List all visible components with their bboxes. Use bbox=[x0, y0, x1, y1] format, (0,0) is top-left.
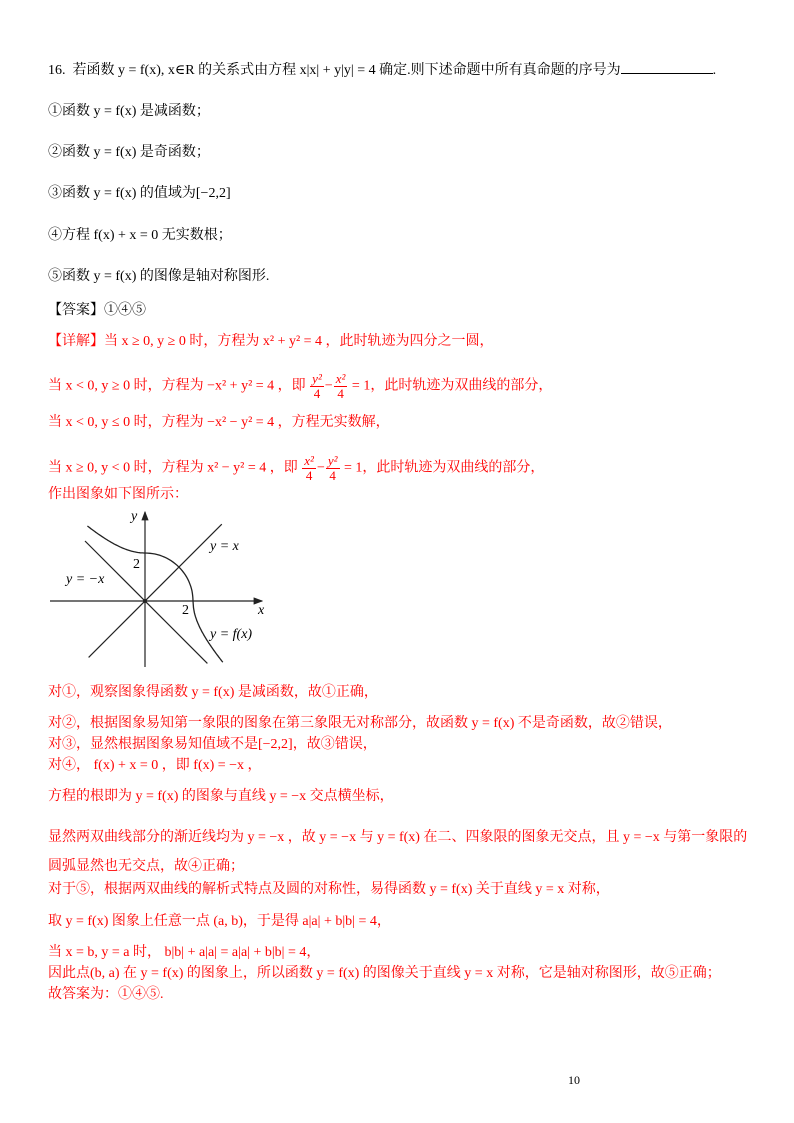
solution-line-12: 圆弧显然也无交点，故④正确； bbox=[48, 859, 244, 874]
solution-text: 当 x ≥ 0, y ≥ 0 时，方程为 x² + y² = 4 ，此时轨迹为四分之一圆， bbox=[104, 334, 494, 349]
label-y-equals-x: y = x bbox=[210, 539, 239, 554]
option-3: ③函数 y = f(x) 的值域为[−2,2] bbox=[48, 186, 231, 201]
solution-line-4 bbox=[48, 454, 544, 483]
solution-line-14: 取 y = f(x) 图象上任意一点 (a, b)，于是得 a|a| + b|b| = 4， bbox=[48, 914, 391, 929]
minus: − bbox=[316, 460, 325, 476]
x-tick-2: 2 bbox=[182, 603, 189, 618]
minus: − bbox=[324, 378, 333, 394]
solution-label: 【详解】 bbox=[48, 334, 104, 349]
solution-line-13: 对于⑤，根据两双曲线的解析式特点及圆的对称性，易得函数 y = f(x) 关于直线 y = x 对称， bbox=[48, 882, 610, 897]
denominator: 4 bbox=[313, 386, 321, 401]
solution-line-17: 故答案为：①④⑤. bbox=[48, 987, 164, 1002]
solution-line-9: 对④， f(x) + x = 0 ，即 f(x) = −x ， bbox=[48, 758, 262, 773]
answer-blank bbox=[621, 61, 713, 74]
solution-line-2 bbox=[48, 372, 552, 401]
question-number: 16. bbox=[48, 63, 66, 78]
fraction bbox=[334, 372, 348, 401]
numerator: x² bbox=[335, 371, 346, 386]
solution-line-5: 作出图象如下图所示： bbox=[48, 487, 188, 502]
solution-line-3: 当 x < 0, y ≤ 0 时，方程为 −x² − y² = 4 ，方程无实数解， bbox=[48, 415, 390, 430]
curve-f bbox=[87, 526, 222, 662]
x-axis-label: x bbox=[258, 603, 265, 618]
answer-line bbox=[48, 302, 146, 320]
y-tick-2: 2 bbox=[133, 557, 140, 572]
solution-line-1 bbox=[48, 333, 494, 351]
numerator: y² bbox=[312, 371, 322, 386]
question-text: 若函数 y = f(x), x∈R 的关系式由方程 x|x| + y|y| = 4 确定.则下述命题中所有真命题的序号为 bbox=[72, 63, 621, 78]
numerator: y² bbox=[327, 453, 338, 468]
denominator: 4 bbox=[329, 468, 336, 483]
fraction bbox=[310, 372, 324, 401]
label-f: y = f(x) bbox=[210, 627, 253, 642]
fraction bbox=[326, 454, 340, 483]
question-stem bbox=[48, 61, 716, 80]
y-axis-label: y bbox=[131, 509, 138, 524]
solution-line-8: 对③，显然根据图象易知值域不是[−2,2]，故③错误， bbox=[48, 737, 377, 752]
option-2: ②函数 y = f(x) 是奇函数； bbox=[48, 145, 210, 160]
solution-line-15: 当 x = b, y = a 时， b|b| + a|a| = a|a| + b|b| = 4， bbox=[48, 945, 321, 960]
option-5: ⑤函数 y = f(x) 的图像是轴对称图形. bbox=[48, 269, 270, 284]
function-graph bbox=[40, 500, 280, 675]
answer-label: 【答案】 bbox=[48, 303, 104, 318]
answer-value: ①④⑤ bbox=[104, 303, 146, 318]
origin-point bbox=[143, 599, 147, 603]
solution-line-10: 方程的根即为 y = f(x) 的图象与直线 y = −x 交点横坐标， bbox=[48, 789, 394, 804]
page-number: 10 bbox=[568, 1073, 580, 1087]
label-y-equals-neg-x: y = −x bbox=[66, 572, 105, 587]
solution-text: = 1，此时轨迹为双曲线的部分， bbox=[351, 378, 553, 394]
numerator: x² bbox=[304, 453, 314, 468]
option-1: ①函数 y = f(x) 是减函数； bbox=[48, 104, 210, 119]
solution-line-16: 因此点(b, a) 在 y = f(x) 的图象上，所以函数 y = f(x) 的图像关于直线 y = x 对称，它是轴对称图形，故⑤正确； bbox=[48, 966, 721, 981]
solution-line-6: 对①，观察图象得函数 y = f(x) 是减函数，故①正确， bbox=[48, 685, 378, 700]
line-y-equals-x bbox=[89, 524, 222, 657]
solution-line-7: 对②，根据图象易知第一象限的图象在第三象限无对称部分，故函数 y = f(x) 不是奇函数，故②错误， bbox=[48, 716, 672, 731]
solution-text: 当 x ≥ 0, y < 0 时，方程为 x² − y² = 4 ，即 bbox=[48, 460, 298, 476]
solution-line-11: 显然两双曲线部分的渐近线均为 y = −x ，故 y = −x 与 y = f(x) 在二、四象限的图象无交点，且 y = −x 与第一象限的 bbox=[48, 830, 748, 845]
denominator: 4 bbox=[337, 386, 344, 401]
denominator: 4 bbox=[305, 468, 313, 483]
solution-text: 当 x < 0, y ≥ 0 时，方程为 −x² + y² = 4 ，即 bbox=[48, 378, 306, 394]
stem-end: . bbox=[712, 63, 717, 78]
fraction bbox=[302, 454, 316, 483]
option-4: ④方程 f(x) + x = 0 无实数根； bbox=[48, 228, 232, 243]
solution-text: = 1，此时轨迹为双曲线的部分， bbox=[344, 460, 545, 476]
